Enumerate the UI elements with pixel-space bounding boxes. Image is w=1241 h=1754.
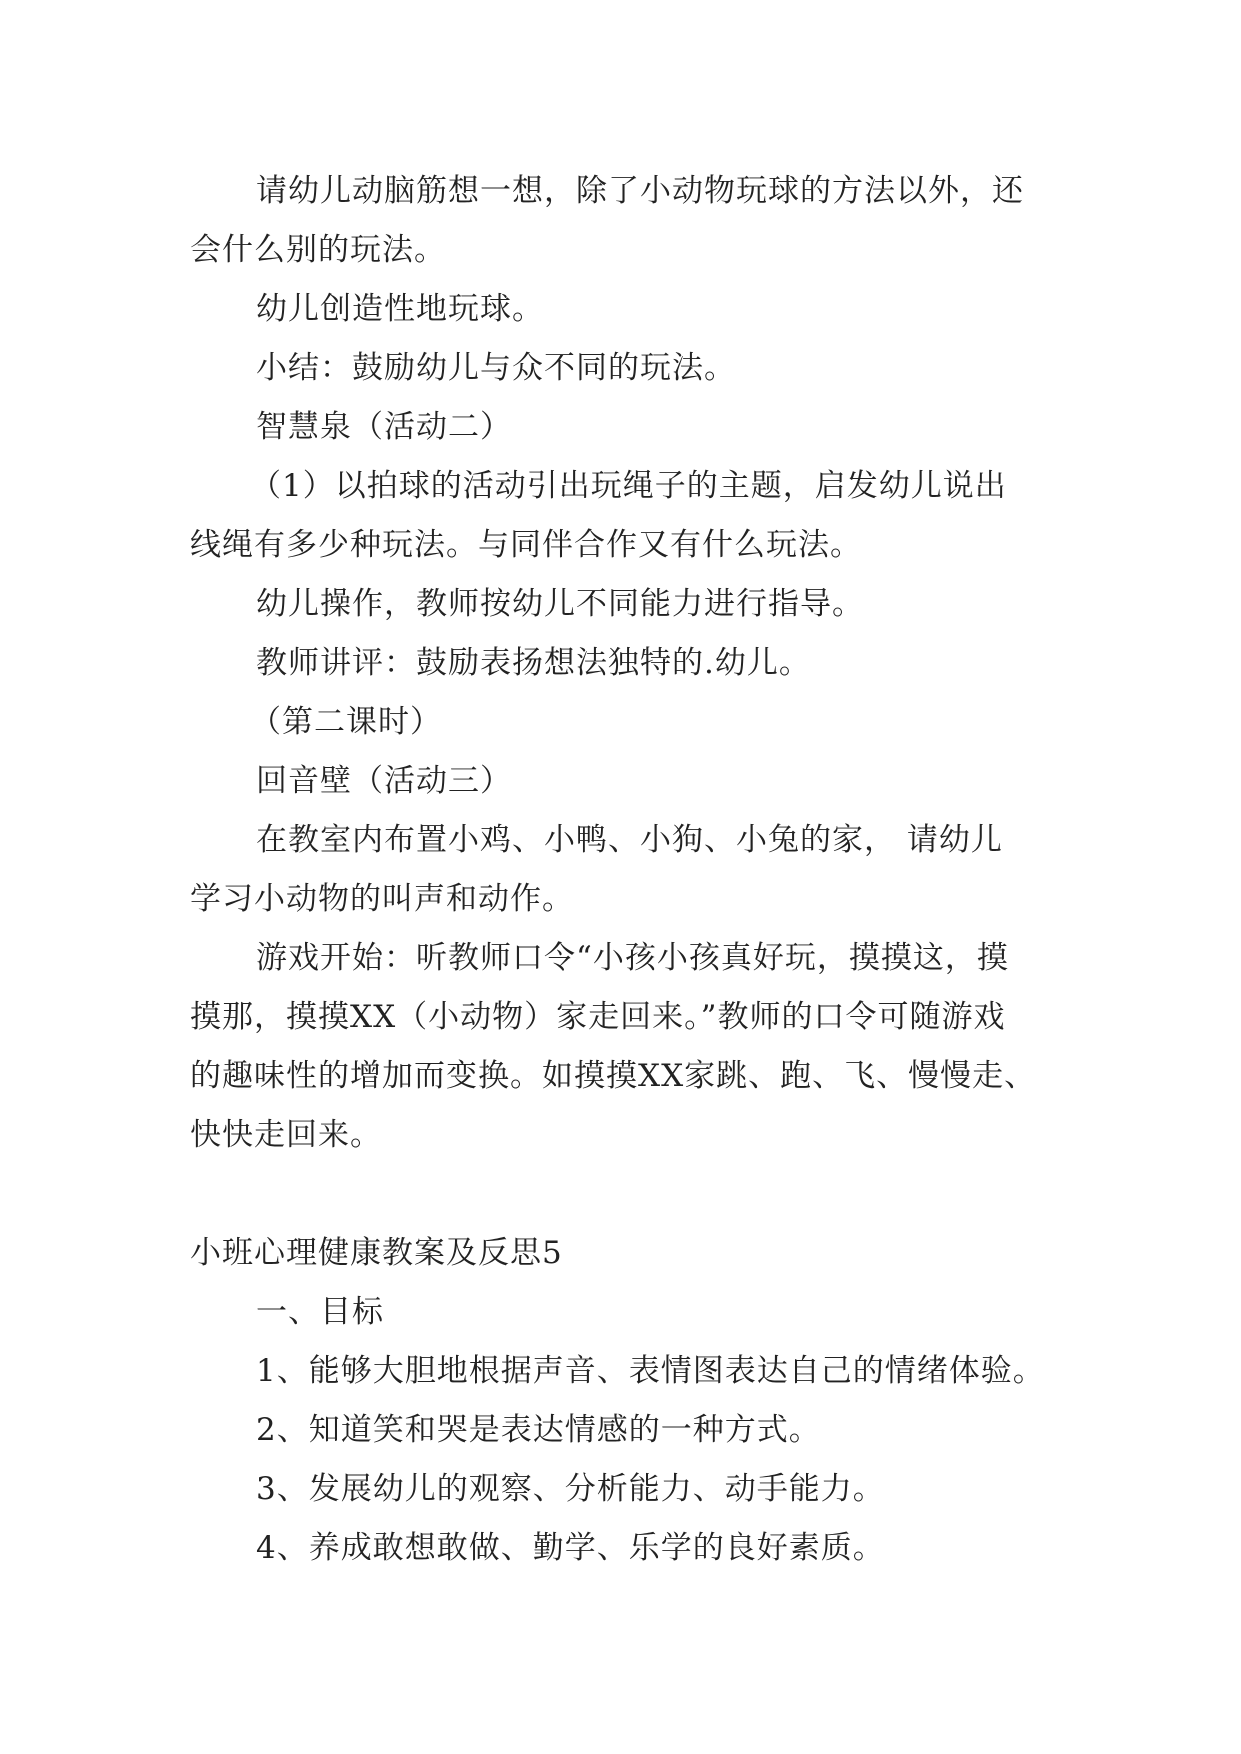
paragraph-line: 幼儿创造性地玩球。: [256, 291, 544, 327]
goal-item: 3、发展幼儿的观察、分析能力、动手能力。: [256, 1471, 885, 1507]
paragraph-line: （1）以拍球的活动引出玩绳子的主题，启发幼儿说出: [250, 468, 1007, 504]
subheading: 一、目标: [256, 1294, 384, 1330]
goal-item: 1、能够大胆地根据声音、表情图表达自己的情绪体验。: [256, 1353, 1045, 1389]
paragraph-line: 线绳有多少种玩法。与同伴合作又有什么玩法。: [190, 527, 862, 563]
lesson-heading: （第二课时）: [250, 704, 442, 740]
paragraph-line: 摸那，摸摸XX（小动物）家走回来。”教师的口令可随游戏: [190, 999, 1006, 1035]
section-gap: [190, 1165, 1070, 1224]
paragraph-line: 快快走回来。: [190, 1117, 382, 1153]
paragraph-line: 在教室内布置小鸡、小鸭、小狗、小兔的家， 请幼儿: [256, 822, 1003, 858]
paragraph-line: 教师讲评：鼓励表扬想法独特的.幼儿。: [256, 645, 811, 681]
paragraph-line: 学习小动物的叫声和动作。: [190, 881, 574, 917]
goal-item: 4、养成敢想敢做、勤学、乐学的良好素质。: [256, 1530, 885, 1566]
activity-heading: 回音壁（活动三）: [256, 763, 512, 799]
section-title: 小班心理健康教案及反思5: [190, 1235, 563, 1271]
activity-heading: 智慧泉（活动二）: [256, 409, 512, 445]
paragraph-line: 请幼儿动脑筋想一想，除了小动物玩球的方法以外，还: [256, 173, 1024, 209]
goal-item: 2、知道笑和哭是表达情感的一种方式。: [256, 1412, 821, 1448]
document-body: [190, 162, 1070, 1578]
paragraph-line: 小结：鼓励幼儿与众不同的玩法。: [256, 350, 736, 386]
paragraph-line: 的趣味性的增加而变换。如摸摸XX家跳、跑、飞、慢慢走、: [190, 1058, 1037, 1094]
paragraph-line: 会什么别的玩法。: [190, 232, 446, 268]
paragraph-line: 游戏开始：听教师口令“小孩小孩真好玩，摸摸这，摸: [256, 940, 1009, 976]
paragraph-line: 幼儿操作，教师按幼儿不同能力进行指导。: [256, 586, 864, 622]
